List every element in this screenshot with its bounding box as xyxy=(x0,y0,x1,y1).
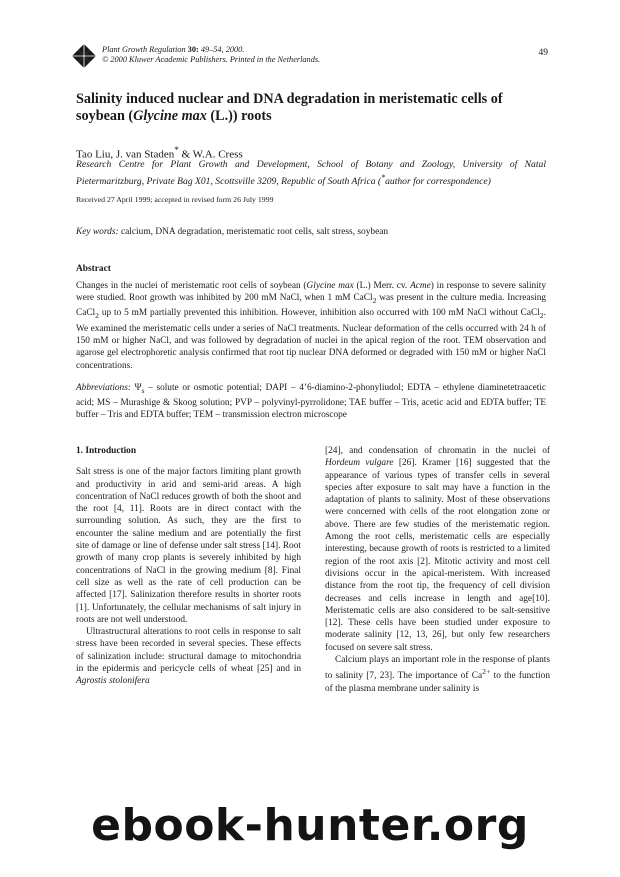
received-dates: Received 27 April 1999; accepted in revised form 26 July 1999 xyxy=(76,195,274,204)
species-name: Agrostis stolonifera xyxy=(76,676,150,687)
body-column-right xyxy=(325,445,550,695)
abstract-part: (L.) Merr. cv. xyxy=(353,281,411,291)
journal-citation xyxy=(102,45,320,55)
abstract-cultivar: Acme xyxy=(410,281,431,291)
keywords-text: calcium, DNA degradation, meristematic root cells, salt stress, soybean xyxy=(118,227,389,237)
paragraph-text: [24], and condensation of chromatin in the nuclei of xyxy=(325,446,550,456)
paragraph-text: to the function of the plasma membrane under salinity is xyxy=(325,671,550,694)
intro-paragraph-3 xyxy=(325,654,550,695)
abstract-part: was present in the culture media. Increasing CaCl xyxy=(76,293,546,319)
intro-paragraph-2-cont xyxy=(325,445,550,654)
section-heading: 1. Introduction xyxy=(76,446,137,456)
keywords-label: Key words: xyxy=(76,227,119,237)
paragraph-text: [26]. Kramer [16] suggested that the appearance of various types of transfer cells in several species after exposure to salt may have a function in the adaptation of plants to salinity. Most of these observations were concerned with cells of the root elongation zone or above. There are few studies of the meristematic region. Among the root cells, meristematic cells are especially interesting, because growth of roots is restricted to a limited region of the root axis [2]. Mitotic activity and most cell divisions occur in the apical-meristem. With increased distance from the root tip, the frequency of cell division decreases and cells increase in length and age[10]. Meristematic cells are also considered to be salt-sensitive [12]. These cells have been studied under exposure to moderate salinity [12, 13, 26], but only few researchers focused on severe salt stress. xyxy=(325,458,550,653)
abstract-part: . We examined the meristematic cells under a series of NaCl treatments. Nuclear deformation of the cells occurred with 24 h of 150 mM or higher NaCl, and was followed by degradation of nuclei in the apical region of the root. TEM observation and agarose gel electrophoretic analysis confirmed that root tip nuclear DNA deformed or degraded with 150 mM or higher NaCl concentrations. xyxy=(76,308,546,371)
abstract-part: ) in response to severe salinity were studied. Root growth was inhibited by 200 mM NaCl, when 1 mM CaCl xyxy=(76,281,546,304)
body-column-left xyxy=(76,445,301,688)
publisher-logo-icon xyxy=(72,44,96,68)
title-line-2-pre: soybean ( xyxy=(76,108,134,124)
intro-paragraph-2 xyxy=(76,626,301,687)
species-name: Hordeum vulgare xyxy=(325,458,394,469)
journal-pages: 49–54, 2000. xyxy=(200,45,245,54)
psi-symbol: Ψ xyxy=(130,383,142,393)
title-species: Glycine max xyxy=(133,108,207,124)
abbreviations xyxy=(76,382,546,422)
abstract-part: up to 5 mM partially prevented this inhibition. However, inhibition also occurred with 100 mM NaCl without CaCl xyxy=(99,308,540,319)
abstract-part: Changes in the nuclei of meristematic root cells of soybean ( xyxy=(76,281,307,291)
journal-volume: 30: xyxy=(187,45,199,54)
affiliation-end: author for correspondence) xyxy=(385,176,491,188)
journal-info xyxy=(102,45,320,65)
paragraph-text: Ultrastructural alterations to root cells in response to salt stress have been recorded in several species. These effects of salinization include: structural damage to mitochondria in the epidermis and pericycle cells of wheat [25] and in xyxy=(76,627,301,675)
title-line-1: Salinity induced nuclear and DNA degradation in meristematic cells of xyxy=(76,91,503,107)
subscript: 2 xyxy=(95,311,99,321)
journal-name: Plant Growth Regulation xyxy=(102,45,186,54)
watermark: ebook-hunter.org xyxy=(91,800,529,851)
abstract-heading: Abstract xyxy=(76,264,111,274)
paragraph-text: Calcium plays an important role in the response of plants to salinity [7, 23]. The importance of Ca xyxy=(325,655,550,682)
keywords xyxy=(76,227,388,237)
title-line-2-post: (L.)) roots xyxy=(206,108,272,124)
intro-paragraph-1: Salt stress is one of the major factors limiting plant growth and productivity in arid and semi-arid areas. A high concentration of NaCl reduces growth of both the shoot and the root [4, 11]. Roots are in direct contact with the surrounding solution. As such, they are the first to encounter the saline medium and are potentially the first site of damage or line of defense under salt stress [14]. Root growth of many crop plants is severely inhibited by high concentrations of NaCl in the growing medium [8]. Final cell size as well as the rate of cell production can be affected [17]. Salinization therefore results in shorter roots [1]. Unfortunately, the cellular mechanisms of salt injury in roots are not well understood. xyxy=(76,467,301,625)
paper-title xyxy=(76,91,556,125)
copyright-line: © 2000 Kluwer Academic Publishers. Printed in the Netherlands. xyxy=(102,55,321,64)
affiliation xyxy=(76,158,546,188)
corresponding-mark: * xyxy=(174,145,179,155)
abstract-species: Glycine max xyxy=(306,281,354,291)
abbreviations-text: – solute or osmotic potential; DAPI – 4’6-diamino-2-phonyliudol; EDTA – ethylene diaminetetraacetic acid; MS – Murashige & Skoog solution; PVP – polyvinyl-pyrrolidone; TAE buffer – Tris, acetic acid and EDTA buffer; TE buffer – Tris and EDTA buffer; TEM – transmission electron microscope xyxy=(76,383,546,421)
superscript: 2+ xyxy=(482,667,491,677)
subscript: 2 xyxy=(372,296,377,306)
page-number: 49 xyxy=(538,48,548,58)
subscript: 2 xyxy=(539,311,544,321)
affiliation-text: Research Centre for Plant Growth and Development, School of Botany and Zoology, University of Natal Pietermaritzburg, Private Bag X01, Scottsville 3209, Republic of South Africa ( xyxy=(76,159,546,188)
abbreviations-label: Abbreviations: xyxy=(76,383,131,393)
affiliation-mark: * xyxy=(381,173,386,182)
abstract-text xyxy=(76,280,546,372)
authors-text: Tao Liu, J. van Staden xyxy=(76,148,175,161)
authors-text-end: & W.A. Cress xyxy=(178,148,243,161)
subscript: s xyxy=(141,385,145,395)
